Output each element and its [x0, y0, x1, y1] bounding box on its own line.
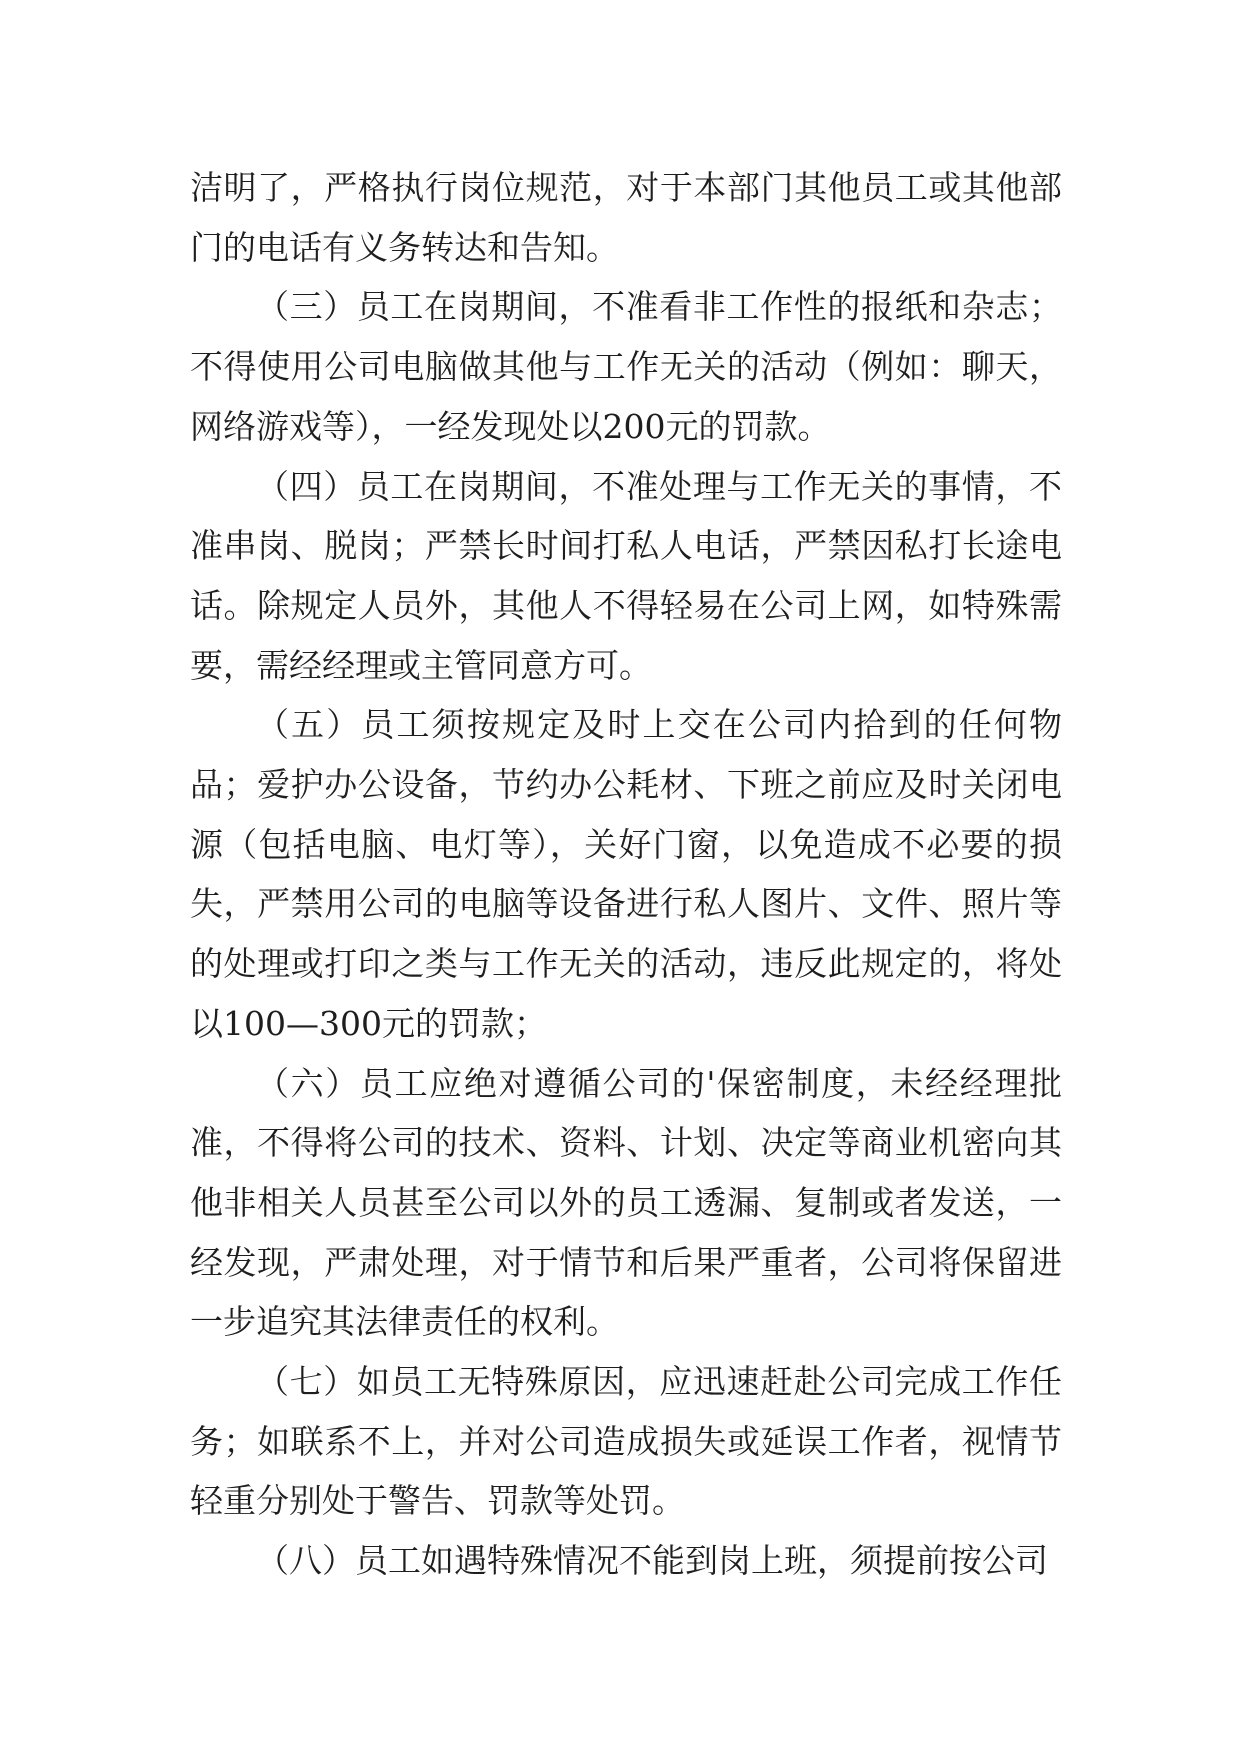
- paragraph-continuation: 洁明了，严格执行岗位规范，对于本部门其他员工或其他部门的电话有义务转达和告知。: [190, 168, 1062, 267]
- paragraph-item-5: （五）员工须按规定及时上交在公司内拾到的任何物品；爱护办公设备，节约办公耗材、下班之前应及时关闭电源（包括电脑、电灯等），关好门窗，以免造成不必要的损失，严禁用公司的电脑等设备进行私人图片、文件、照片等的处理或打印之类与工作无关的活动，违反此规定的，将处以100—300元的罚款；: [190, 705, 1062, 1043]
- paragraph-item-8: （八）员工如遇特殊情况不能到岗上班，须提前按公司: [256, 1541, 1048, 1581]
- paragraph-item-3: （三）员工在岗期间，不准看非工作性的报纸和杂志；不得使用公司电脑做其他与工作无关的活动（例如：聊天，网络游戏等），一经发现处以200元的罚款。: [190, 287, 1062, 446]
- document-body: [190, 158, 1062, 1591]
- paragraph-item-4: （四）员工在岗期间，不准处理与工作无关的事情，不准串岗、脱岗；严禁长时间打私人电话，严禁因私打长途电话。除规定人员外，其他人不得轻易在公司上网，如特殊需要，需经经理或主管同意方可。: [190, 466, 1062, 685]
- paragraph-item-7: （七）如员工无特殊原因，应迅速赶赴公司完成工作任务；如联系不上，并对公司造成损失或延误工作者，视情节轻重分别处于警告、罚款等处罚。: [190, 1362, 1062, 1521]
- paragraph-item-6: （六）员工应绝对遵循公司的'保密制度，未经经理批准，不得将公司的技术、资料、计划、决定等商业机密向其他非相关人员甚至公司以外的员工透漏、复制或者发送，一经发现，严肃处理，对于情节和后果严重者，公司将保留进一步追究其法律责任的权利。: [190, 1063, 1062, 1342]
